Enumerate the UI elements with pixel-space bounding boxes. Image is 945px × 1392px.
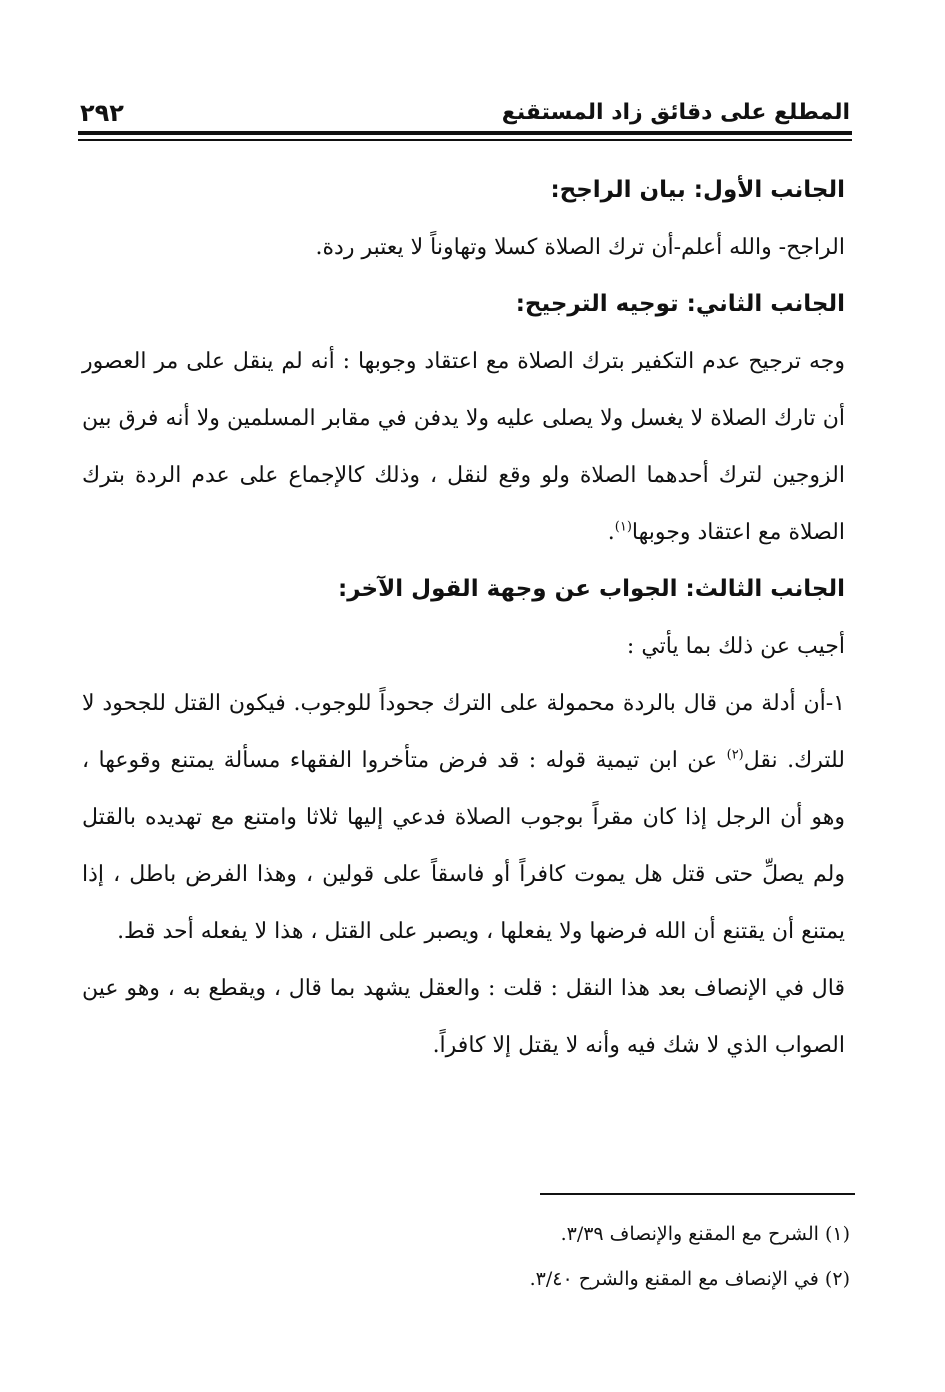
- paragraph-answer-1: [82, 675, 845, 960]
- header-rule-thick: [78, 131, 852, 135]
- paragraph-justification-text: وجه ترجيح عدم التكفير بترك الصلاة مع اعتقاد وجوبها : أنه لم ينقل على مر العصور أن تارك الصلاة لا يغسل ولا يصلى عليه ولا يدفن في مقابر المسلمين ولا أنه فرق بين الزوجين لترك أحدهما الصلاة ولو وقع لنقل ، وذلك كالإجماع على عدم الردة بترك الصلاة مع اعتقاد وجوبها: [82, 349, 845, 545]
- paragraph-answer-1-text-a: ١-أن أدلة من قال بالردة محمولة على الترك جحوداً للوجوب. فيكون القتل للجحود لا للترك. نقل: [82, 691, 846, 773]
- footnote-ref-2[interactable]: (٢): [726, 747, 744, 763]
- paragraph-justification-end: .: [607, 520, 615, 545]
- section-heading-3: الجانب الثالث: الجواب عن وجهة القول الآخر:: [338, 576, 845, 602]
- page-number: ٢٩٢: [80, 99, 124, 127]
- header-rule-thin: [78, 139, 852, 141]
- paragraph-answer-1-text-b: عن ابن تيمية قوله : قد فرض متأخروا الفقهاء مسألة يمتنع وقوعها ، وهو أن الرجل إذا كان مقراً بوجوب الصلاة فدعي إليها ثلاثا وامتنع مع تهديده بالقتل ولم يصلِّ حتى قتل هل يموت كافراً أو فاسقاً على قولين ، وهذا الفرض باطل ، إذا يمتنع أن يقتنع أن الله فرضها ولا يفعلها ، ويصبر على القتل ، هذا لا يفعله أحد قط.: [82, 748, 845, 944]
- footnote-rule: [540, 1193, 855, 1195]
- paragraph-justification: [82, 333, 845, 561]
- section-heading-1: الجانب الأول: بيان الراجح:: [550, 177, 845, 203]
- paragraph-answer-intro: أجيب عن ذلك بما يأتي :: [626, 634, 845, 659]
- paragraph-preferred-opinion: الراجح- والله أعلم-أن ترك الصلاة كسلا وتهاوناً لا يعتبر ردة.: [315, 235, 845, 260]
- footnotes: [380, 1212, 850, 1302]
- page-header: [80, 88, 850, 128]
- footnote-ref-1[interactable]: (١): [614, 519, 632, 535]
- section-heading-2: الجانب الثاني: توجيه الترجيح:: [515, 291, 845, 317]
- main-text: [82, 162, 845, 1074]
- running-title: المطلع على دقائق زاد المستقنع: [501, 100, 850, 125]
- footnote-2: (٢) في الإنصاف مع المقنع والشرح ٣/٤٠.: [529, 1268, 850, 1290]
- paragraph-insaf-quote: قال في الإنصاف بعد هذا النقل : قلت : والعقل يشهد بما قال ، ويقطع به ، وهو عين الصواب الذي لا شك فيه وأنه لا يقتل إلا كافراً.: [82, 976, 845, 1058]
- footnote-1: (١) الشرح مع المقنع والإنصاف ٣/٣٩.: [560, 1223, 850, 1245]
